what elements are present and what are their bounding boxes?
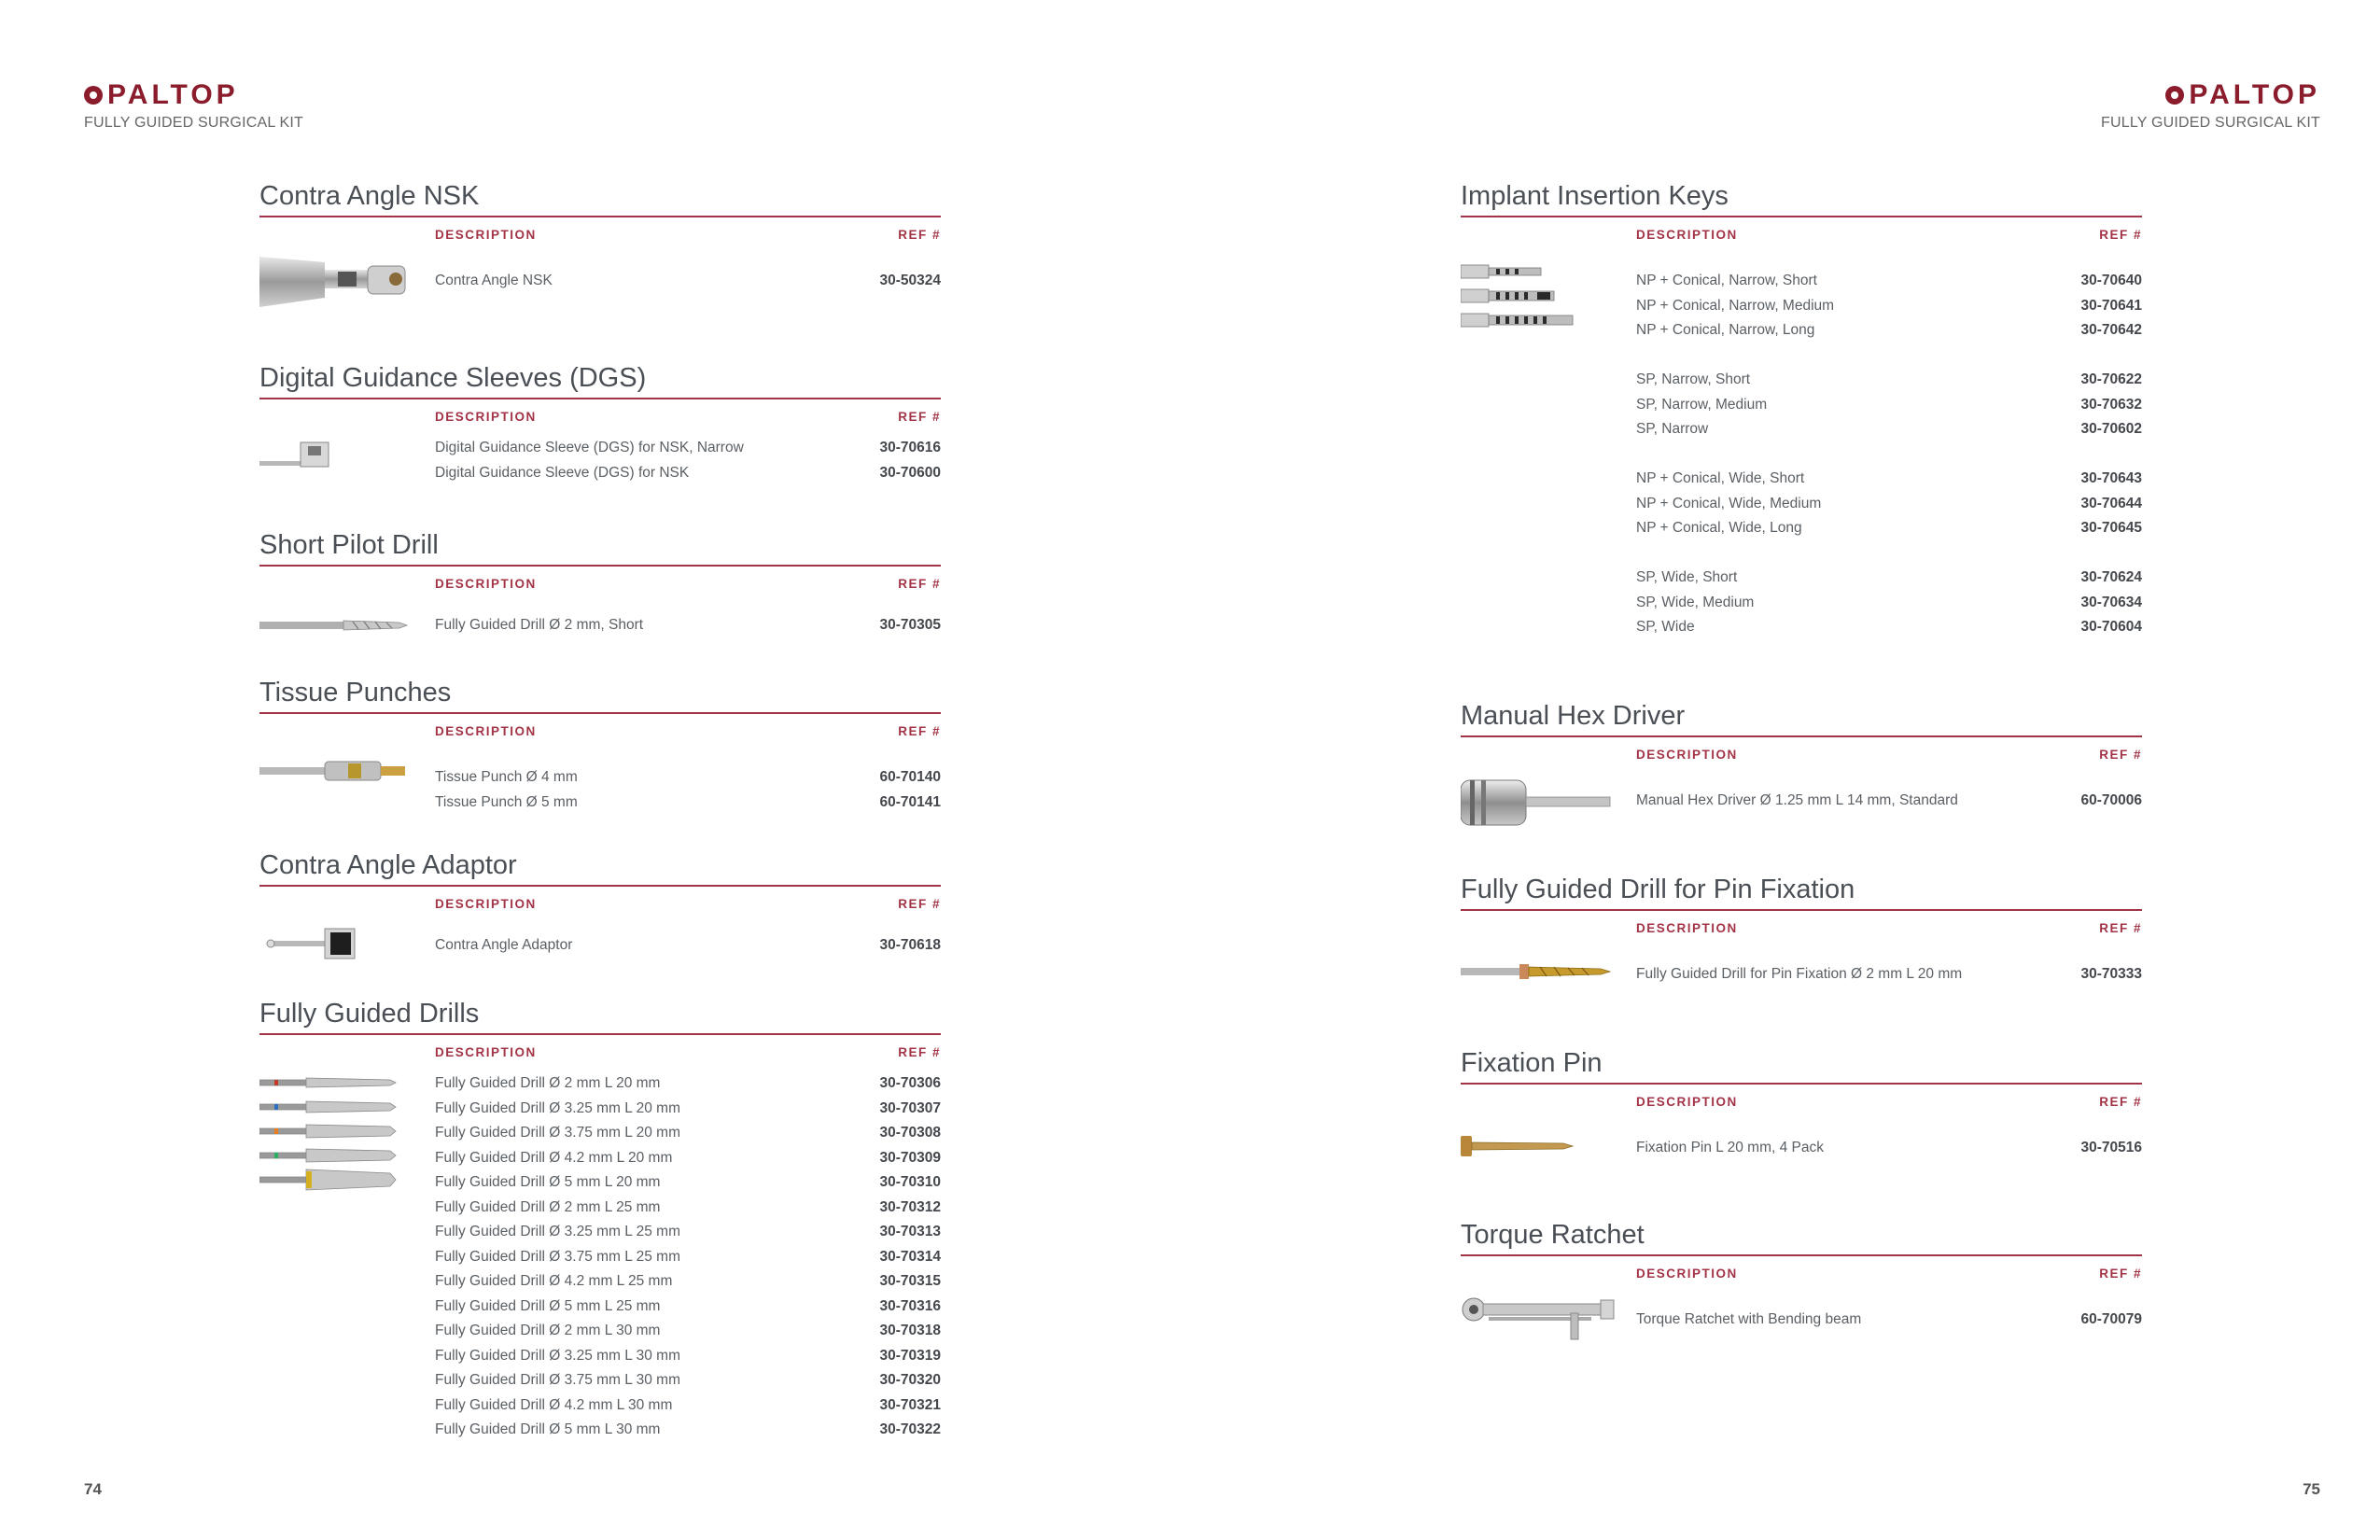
section-title: Fully Guided Drills [259,999,480,1029]
section-title: Fixation Pin [1461,1048,1603,1078]
list-item: Fully Guided Drill Ø 3.25 mm L 25 mm 30-70313 [435,1224,941,1239]
section-title: Torque Ratchet [1461,1220,1645,1250]
list-item: Torque Ratchet with Bending beam 60-70079 [1636,1311,2142,1327]
ref-header: REF # [2099,921,2142,935]
list-item: Fully Guided Drill Ø 2 mm L 20 mm 30-70306 [435,1075,941,1091]
description-header: DESCRIPTION [435,228,537,242]
section-short-pilot-drill [259,529,941,647]
table-header [259,1035,941,1069]
section-digital-guidance-sleeves [259,362,941,489]
list-item: Fully Guided Drill Ø 2 mm L 25 mm 30-70312 [435,1198,941,1215]
description-header: DESCRIPTION [435,577,537,591]
pin-fixation-drill-icon [1461,961,1615,982]
table-header [259,399,941,433]
key-group-sp-wide [1636,566,2142,640]
description-header: DESCRIPTION [1636,748,1738,762]
list-item: Fully Guided Drill Ø 3.75 mm L 25 mm 30-70314 [435,1248,941,1265]
key-group-sp-narrow [1636,368,2142,442]
list-item: Fully Guided Drill Ø 2 mm L 30 mm 30-70318 [435,1323,941,1338]
section-title: Tissue Punches [259,678,452,707]
ref-header: REF # [2099,1095,2142,1109]
section-implant-insertion-keys [1461,180,2142,643]
list-item: Contra Angle Adaptor 30-70618 [435,937,941,953]
section-title: Short Pilot Drill [259,530,439,560]
list-item: SP, Wide, Short 30-70624 [1636,569,2142,585]
table-header [1461,1256,2142,1290]
paltop-logo: PALTOP [84,82,239,108]
list-item: Fully Guided Drill Ø 2 mm, Short 30-70305 [435,617,941,633]
list-item: NP + Conical, Wide, Medium 30-70644 [1636,495,2142,511]
kit-label: FULLY GUIDED SURGICAL KIT [84,115,303,131]
contra-angle-handpiece-icon [259,251,409,311]
description-header: DESCRIPTION [1636,1267,1738,1281]
list-item: Tissue Punch Ø 4 mm 60-70140 [435,769,941,785]
table-header [259,714,941,748]
section-title: Contra Angle Adaptor [259,850,517,880]
section-pin-fixation-drill [1461,874,2142,1010]
page-number-left: 74 [84,1480,102,1498]
description-header: DESCRIPTION [435,724,537,738]
section-title: Implant Insertion Keys [1461,181,1729,211]
list-item: NP + Conical, Wide, Long 30-70645 [1636,520,2142,536]
ref-header: REF # [2099,748,2142,762]
ref-header: REF # [898,410,941,424]
list-item: SP, Narrow, Short 30-70622 [1636,371,2142,387]
list-item: SP, Wide 30-70604 [1636,619,2142,635]
list-item: Fully Guided Drill for Pin Fixation Ø 2 mm L 20 mm 30-70333 [1636,966,2142,982]
key-group-np-conical-narrow [1636,269,2142,343]
list-item: Digital Guidance Sleeve (DGS) for NSK 30-70600 [435,464,941,481]
section-torque-ratchet [1461,1219,2142,1355]
key-group-np-conical-wide [1636,467,2142,541]
table-header [1461,217,2142,251]
tissue-punch-icon [259,757,409,785]
table-header [1461,911,2142,945]
list-item: Contra Angle NSK 30-50324 [435,273,941,288]
section-title: Manual Hex Driver [1461,701,1686,731]
page-number-right: 75 [2303,1480,2320,1498]
description-header: DESCRIPTION [1636,1095,1738,1109]
ref-header: REF # [898,724,941,738]
insertion-keys-icon [1461,261,1577,336]
list-item: Tissue Punch Ø 5 mm 60-70141 [435,793,941,810]
list-item: NP + Conical, Narrow, Short 30-70640 [1636,273,2142,288]
list-item: Fully Guided Drill Ø 3.75 mm L 30 mm 30-70320 [435,1372,941,1388]
list-item: NP + Conical, Narrow, Long 30-70642 [1636,322,2142,338]
list-item: Digital Guidance Sleeve (DGS) for NSK, Narrow 30-70616 [435,440,941,455]
section-contra-angle-nsk [259,180,941,311]
list-item: SP, Narrow, Medium 30-70632 [1636,396,2142,413]
description-header: DESCRIPTION [1636,921,1738,935]
pilot-drill-icon [259,618,409,633]
paltop-logo: PALTOP [2165,82,2320,108]
section-fully-guided-drills [259,998,941,1461]
description-header: DESCRIPTION [435,897,537,911]
logo-mark-icon [84,86,103,105]
right-page [1190,0,2380,1540]
list-item: SP, Wide, Medium 30-70634 [1636,594,2142,610]
ref-header: REF # [898,228,941,242]
section-fixation-pin [1461,1047,2142,1183]
table-header [1461,1085,2142,1118]
torque-ratchet-icon [1461,1293,1624,1343]
ref-header: REF # [2099,228,2142,242]
list-item: Fully Guided Drill Ø 4.2 mm L 25 mm 30-70315 [435,1273,941,1289]
adaptor-icon [259,925,362,962]
table-header [1461,737,2142,771]
table-header [259,887,941,920]
ref-header: REF # [898,577,941,591]
logo-mark-icon [2165,86,2184,105]
list-item: Fully Guided Drill Ø 4.2 mm L 30 mm 30-70321 [435,1396,941,1413]
table-header [259,217,941,251]
kit-label: FULLY GUIDED SURGICAL KIT [2101,115,2320,131]
list-item: Fully Guided Drill Ø 5 mm L 25 mm 30-70316 [435,1297,941,1314]
section-manual-hex-driver [1461,700,2142,836]
list-item: Manual Hex Driver Ø 1.25 mm L 14 mm, Standard 60-70006 [1636,792,2142,808]
list-item: Fully Guided Drill Ø 3.25 mm L 30 mm 30-70319 [435,1347,941,1364]
description-header: DESCRIPTION [1636,228,1738,242]
guidance-sleeve-icon [259,441,334,474]
list-item: SP, Narrow 30-70602 [1636,421,2142,437]
ref-header: REF # [898,1045,941,1059]
section-contra-angle-adaptor [259,849,941,967]
section-title: Fully Guided Drill for Pin Fixation [1461,875,1855,904]
fixation-pin-icon [1461,1134,1577,1158]
section-title: Digital Guidance Sleeves (DGS) [259,363,647,393]
description-header: DESCRIPTION [435,1045,537,1059]
table-header [259,567,941,600]
brand-header-right [2101,79,2320,132]
drill-set-icon [259,1072,399,1203]
hex-driver-icon [1461,778,1615,827]
section-title: Contra Angle NSK [259,181,480,211]
list-item: Fully Guided Drill Ø 5 mm L 20 mm 30-70310 [435,1174,941,1190]
list-item: Fully Guided Drill Ø 4.2 mm L 20 mm 30-70309 [435,1149,941,1166]
list-item: Fully Guided Drill Ø 3.25 mm L 20 mm 30-70307 [435,1099,941,1116]
description-header: DESCRIPTION [435,410,537,424]
list-item: Fully Guided Drill Ø 3.75 mm L 20 mm 30-70308 [435,1125,941,1141]
list-item: Fully Guided Drill Ø 5 mm L 30 mm 30-70322 [435,1421,941,1437]
list-item: NP + Conical, Narrow, Medium 30-70641 [1636,297,2142,314]
brand-header-left [84,79,303,132]
ref-header: REF # [2099,1267,2142,1281]
list-item: Fixation Pin L 20 mm, 4 Pack 30-70516 [1636,1140,2142,1155]
section-tissue-punches [259,677,941,810]
ref-header: REF # [898,897,941,911]
list-item: NP + Conical, Wide, Short 30-70643 [1636,470,2142,486]
